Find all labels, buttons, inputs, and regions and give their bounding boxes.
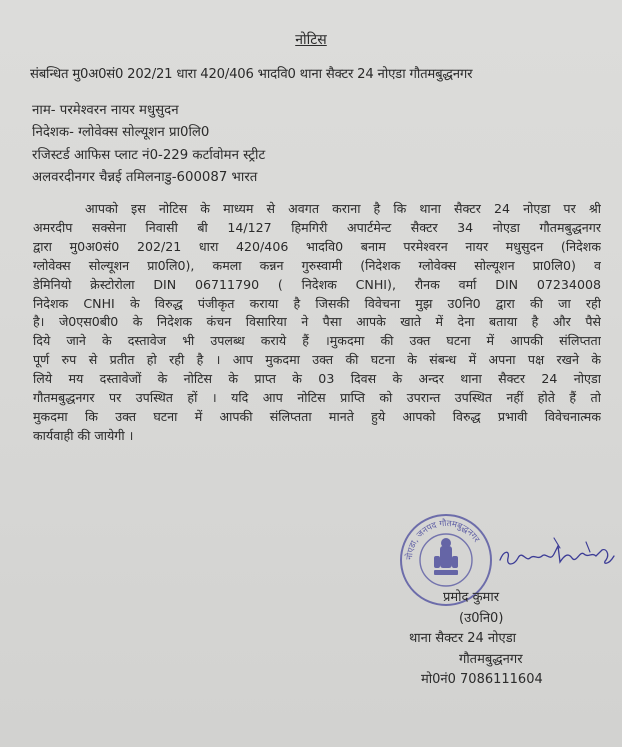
- signature-block: [409, 588, 543, 691]
- recipient-name: नाम- परमेश्वरन नायर मधुसुदन: [32, 103, 179, 118]
- body-line: ग्लोवेक्स सोल्यूशन प्रा0लि0), कमला कन्नन गुरुस्वामी (निदेशक ग्लोवेक्स सोल्यूशन प्रा0लि0) व: [33, 257, 601, 273]
- body-line: है। जे0एस0बी0 के निदेशक कंचन विसारिया ने पैसा आपके खाते में देना बताया है और पैसे: [33, 314, 601, 330]
- body-line: गौतमबुद्धनगर पर उपस्थित हों । यदि आप नोटिस प्राप्ति को उपरान्त उपस्थित नहीं होते हैं तो: [33, 390, 601, 406]
- signatory-rank: (उ0नि0): [459, 610, 504, 626]
- body-line: डेमिनियो क्रेस्टोरोला DIN 06711790 ( निदेशक CNHI), रौनक वर्मा DIN 07234008: [33, 276, 601, 292]
- recipient-address: [32, 100, 265, 189]
- body-line: लिये मय दस्तावेजों के नोटिस के प्राप्त के 03 दिवस के अन्दर थाना सैक्टर 24 नोएडा: [33, 371, 601, 387]
- notice-title: नोटिस: [295, 32, 327, 48]
- recipient-office: रजिस्टर्ड आफिस प्लाट नं0-229 कर्टावोमन स्ट्रीट: [32, 147, 266, 163]
- recipient-city: अलवरदीनगर चैन्नई तमिलनाडु-600087 भारत: [32, 169, 258, 185]
- notice-body: [33, 200, 601, 446]
- signatory-station: थाना सैक्टर 24 नोएडा: [409, 631, 517, 646]
- body-line: पूर्ण रुप से प्रतीत हो रही है । आप मुकदमा उक्त की घटना के संबन्ध में अपना पक्ष रखने के: [33, 352, 601, 368]
- notice-subject: संबन्धित मु0अ0सं0 202/21 धारा 420/406 भादवि0 थाना सैक्टर 24 नोएडा गौतमबुद्धनगर: [30, 67, 473, 82]
- body-line: निदेशक CNHI के विरुद्ध पंजीकृत कराया है जिसकी विवेचना मुझ उ0नि0 द्वारा की जा रही: [33, 295, 601, 311]
- body-line: मुकदमा कि उक्त घटना में आपकी संलिप्तता मानते हुये आपको विरुद्ध प्रभावी विवेचनात्मक: [33, 408, 601, 424]
- signature: [494, 532, 618, 580]
- recipient-designation: निदेशक- ग्लोवेक्स सोल्यूशन प्रा0लि0: [32, 125, 210, 141]
- body-line: द्वारा मु0अ0सं0 202/21 धारा 420/406 भादवि0 बनाम परमेश्वरन नायर मधुसुदन (निदेशक: [33, 238, 601, 254]
- body-line: कार्यवाही की जायेगी ।: [33, 427, 134, 443]
- body-line: दिये जाने के दस्तावेज भी उपलब्ध कराये हैं ।मुकदमा की उक्त घटना में आपकी संलिप्तता: [33, 333, 601, 349]
- seal-text: नोएडा, जनपद गौतमबुद्धनगर: [404, 518, 482, 561]
- signatory-district: गौतमबुद्धनगर: [459, 651, 523, 667]
- body-line: अमरदीप सक्सेना निवासी बी 14/127 हिमगिरी अपार्टमेन्ट सैक्टर 34 नोएडा गौतमबुद्धनगर: [33, 219, 601, 235]
- body-line: आपको इस नोटिस के माध्यम से अवगत कराना है कि थाना सैक्टर 24 नोएडा पर श्री: [85, 201, 601, 216]
- signatory-name: प्रमोद कुमार: [443, 590, 500, 605]
- signatory-mobile: मो0नं0 7086111604: [421, 672, 543, 687]
